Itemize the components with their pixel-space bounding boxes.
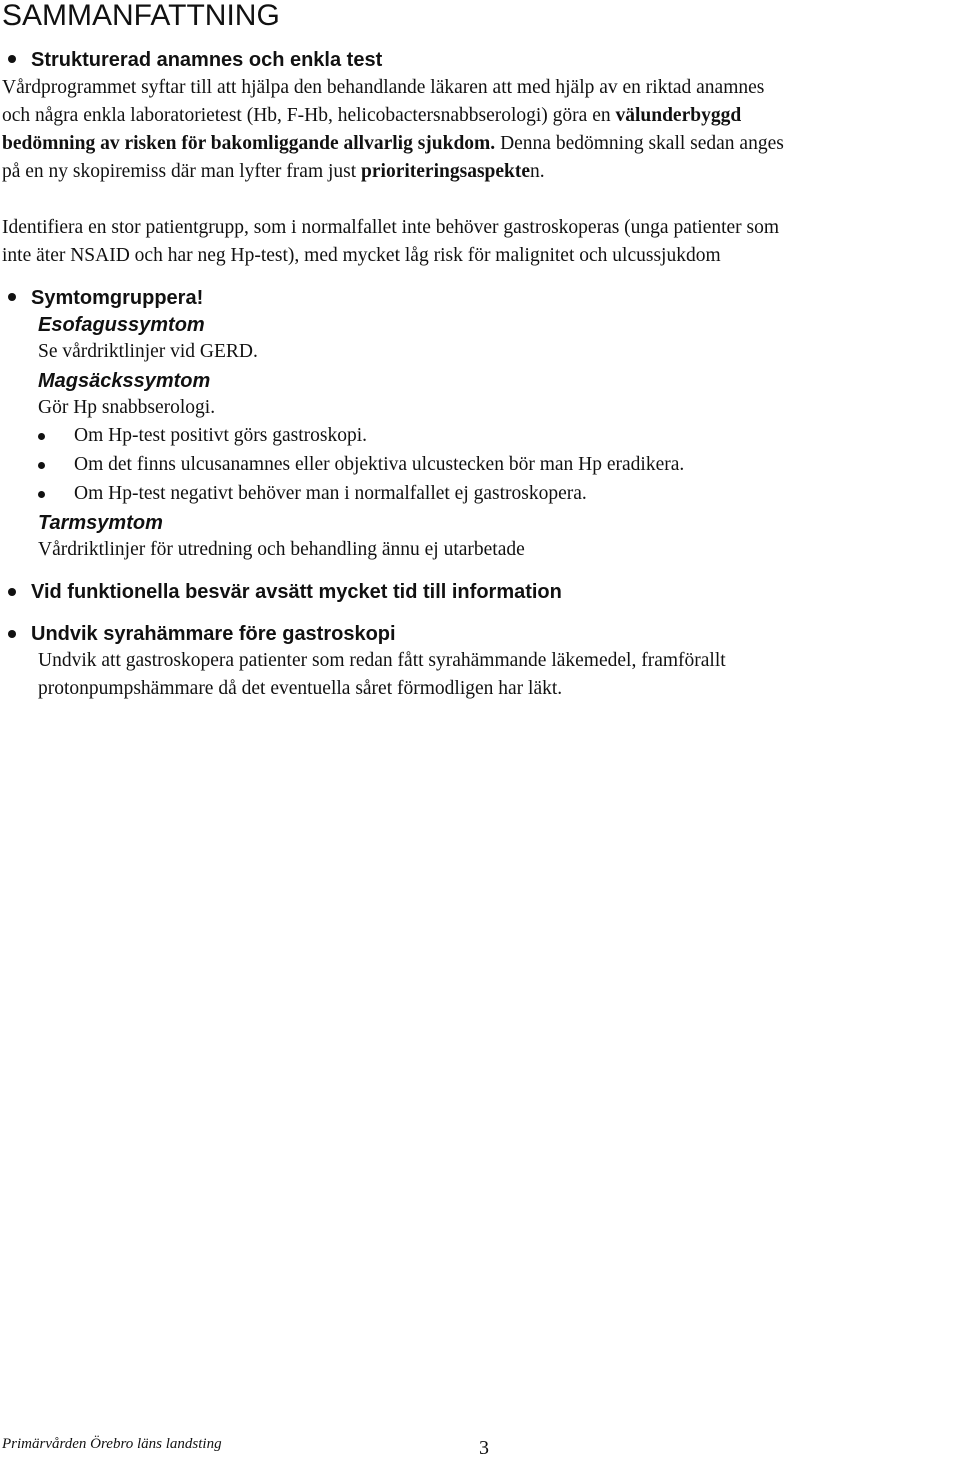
section-heading-syrahammare: Undvik syrahämmare före gastroskopi [31,623,396,645]
section4-line2: protonpumpshämmare då det eventuella såret förmodligen har läkt. [38,678,563,699]
subheading-magsack: Magsäckssymtom [38,370,211,392]
page-number: 3 [479,1437,489,1459]
page-title: SAMMANFATTNING [2,0,280,32]
section1-line3-bold: bedömning av risken för bakomliggande allvarlig sjukdom. [2,133,496,154]
magsack-bullet-1: Om Hp-test positivt görs gastroskopi. [74,425,368,446]
subheading-esofagus: Esofagussymtom [38,314,205,336]
section1-line4-text: på en ny skopiremiss där man lyfter fram just [2,161,362,182]
section1-line4-bold: prioriteringsaspekte [361,161,531,182]
section-heading-anamnes: Strukturerad anamnes och enkla test [31,49,383,71]
section-heading-funktionella: Vid funktionella besvär avsätt mycket tid till information [31,581,562,603]
tarm-text: Vårdriktlinjer för utredning och behandling ännu ej utarbetade [38,539,525,560]
bullet-icon [8,588,16,596]
paragraph2-line1: Identifiera en stor patientgrupp, som i normalfallet inte behöver gastroskoperas (unga patienter som [2,217,780,238]
bullet-icon [8,55,16,63]
bullet-icon [38,433,45,440]
subheading-tarm: Tarmsymtom [38,512,163,534]
bullet-icon [8,293,16,301]
magsack-text: Gör Hp snabbserologi. [38,397,216,418]
section1-line3-text: Denna bedömning skall sedan anges [495,133,784,154]
paragraph2-line2: inte äter NSAID och har neg Hp-test), med mycket låg risk för malignitet och ulcussjukdom [2,245,721,266]
section1-line2 [2,102,741,130]
section1-line4-end: n. [530,161,545,182]
section1-line1: Vårdprogrammet syftar till att hjälpa den behandlande läkaren att med hjälp av en riktad anamnes [2,77,765,98]
magsack-bullet-2: Om det finns ulcusanamnes eller objektiva ulcustecken bör man Hp eradikera. [74,454,685,475]
bullet-icon [38,462,45,469]
footer-org: Primärvården Örebro läns landsting [2,1436,222,1452]
section-heading-symtomgruppera: Symtomgruppera! [31,287,204,309]
bullet-icon [38,491,45,498]
section4-line1: Undvik att gastroskopera patienter som redan fått syrahämmande läkemedel, framförallt [38,650,726,671]
magsack-bullet-3: Om Hp-test negativt behöver man i normalfallet ej gastroskopera. [74,483,587,504]
section1-line2-bold: välunderbyggd [615,105,742,126]
section1-line3 [2,130,784,158]
bullet-icon [8,630,16,638]
esofagus-text: Se vårdriktlinjer vid GERD. [38,341,258,362]
section1-line4 [2,158,545,186]
section1-line2-text: och några enkla laboratorietest (Hb, F-Hb, helicobactersnabbserologi) göra en [2,105,616,126]
